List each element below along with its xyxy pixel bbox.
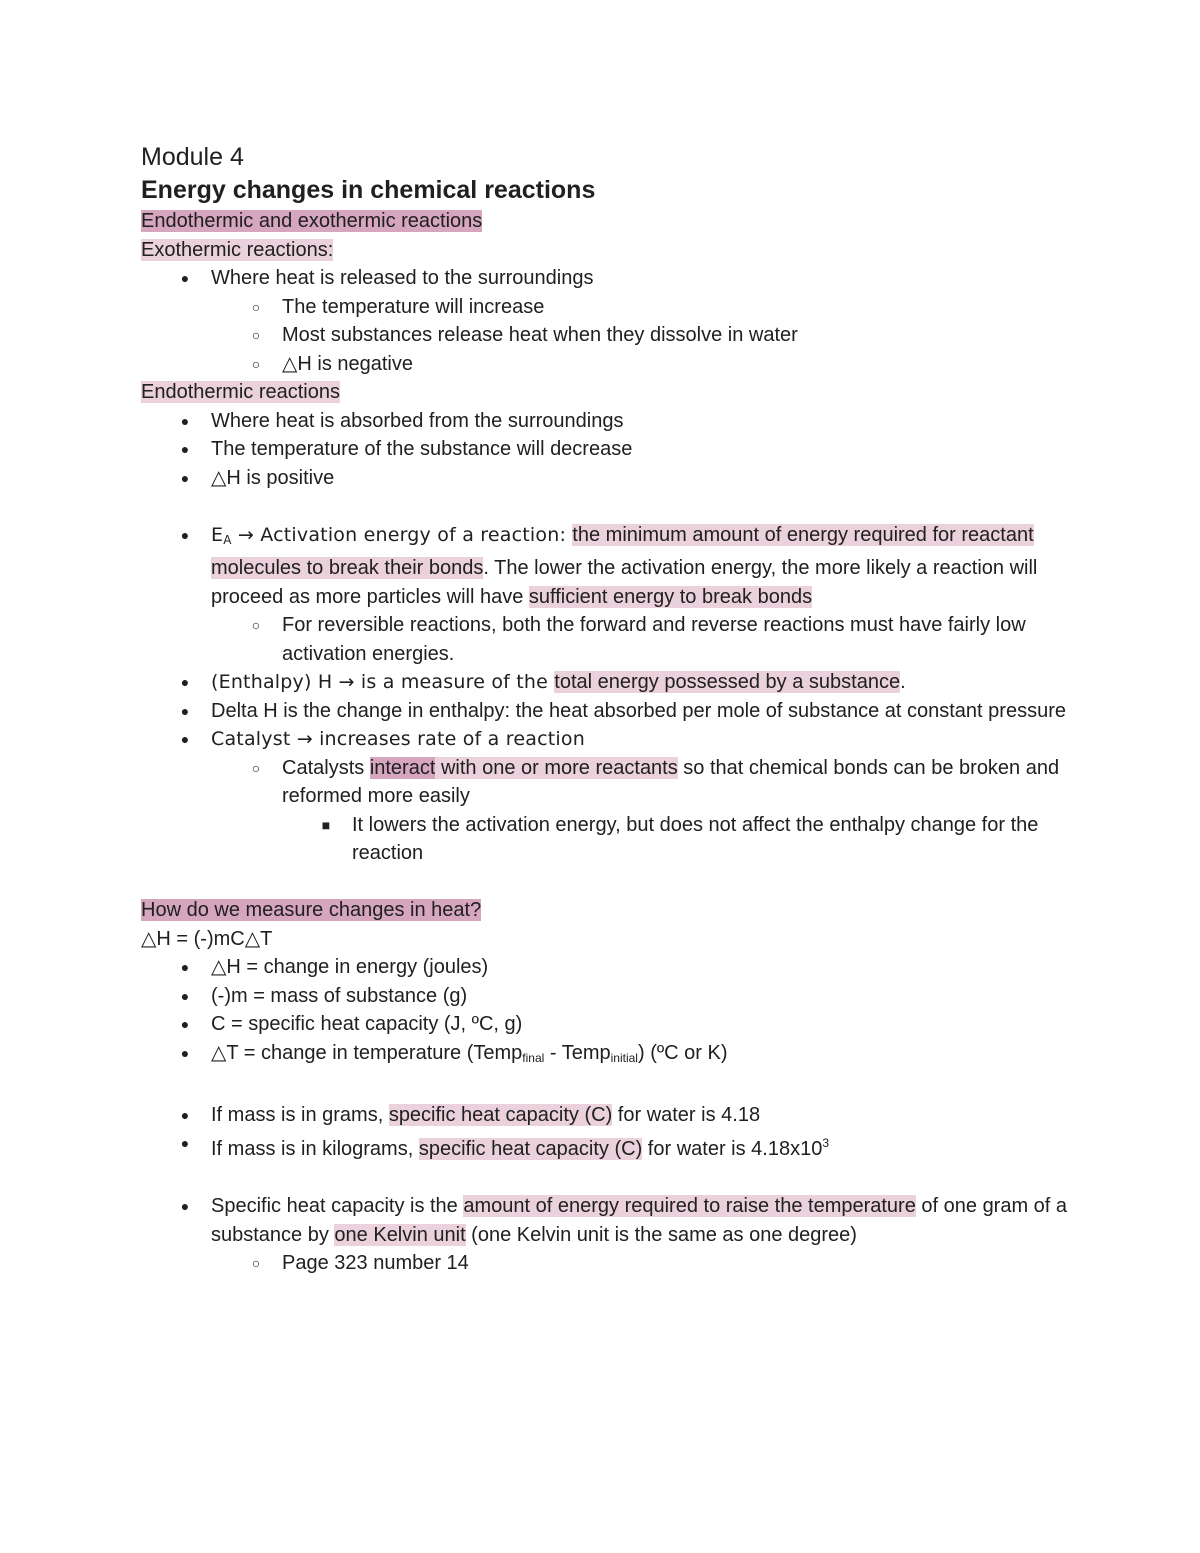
hollow-bullet-icon: ○ — [251, 327, 261, 343]
highlight: Endothermic and exothermic reactions — [141, 210, 483, 232]
formula: △H = (-)mC△T — [141, 927, 273, 950]
spacer — [141, 1164, 1071, 1193]
list-item — [141, 1249, 1071, 1278]
page-title: Module 4 — [141, 143, 244, 171]
highlight: specific heat capacity (C) — [418, 1138, 643, 1160]
catalyst-item — [141, 725, 1071, 754]
enthalpy-item: ● (Enthalpy) H → is a measure of the total energy possessed by a substance. — [141, 668, 1071, 697]
bullet-icon: ● — [180, 526, 190, 543]
list-item-text: (-)m = mass of substance (g) — [211, 984, 468, 1007]
hollow-bullet-icon: ○ — [251, 759, 261, 776]
bullet-icon: ● — [180, 412, 190, 429]
concepts-list — [141, 521, 1071, 868]
bullet-icon: ● — [180, 702, 190, 719]
list-item — [141, 811, 1071, 868]
delta-t-item: ● △T = change in temperature (Temp$_{final}$ - Temp$_{initial}$) (ºC or K) — [141, 1039, 1071, 1073]
square-bullet-icon: ■ — [321, 816, 331, 833]
bullet-icon: ● — [180, 270, 190, 286]
list-item: ○ Catalysts interact with one or more reactants so that chemical bonds can be broken and reformed more easily — [141, 754, 1071, 811]
section-heading-endo-exo — [141, 207, 1071, 236]
highlight: sufficient energy to break bonds — [528, 585, 813, 608]
list-item-text: It lowers the activation energy, but does not affect the enthalpy change for the reaction — [352, 813, 1039, 864]
list-item — [141, 264, 1071, 293]
ea-label: $E_A$ → Activation energy of a reaction: — [211, 523, 573, 547]
list-item-text: △H is negative — [282, 352, 413, 375]
definitions-list — [141, 953, 1071, 1072]
list-item-text: Delta H is the change in enthalpy: the heat absorbed per mole of substance at constant pressure — [211, 699, 1066, 722]
heat-capacity-list — [141, 1101, 1071, 1164]
list-item-text: C = specific heat capacity (J, ºC, g) — [211, 1013, 523, 1035]
kilograms-item: ● If mass is in kilograms, specific heat capacity (C) for water is $4.18x10^3$ — [141, 1129, 1071, 1164]
highlight: amount of energy required to raise the temperature — [463, 1195, 916, 1217]
list-item — [141, 293, 1071, 322]
bullet-icon: ● — [180, 731, 190, 747]
document-body — [141, 141, 1071, 1278]
hollow-bullet-icon: ○ — [251, 355, 261, 372]
endothermic-list — [141, 407, 1071, 493]
shc-list — [141, 1192, 1071, 1278]
highlight: Exothermic reactions: — [141, 238, 334, 261]
spacer — [141, 868, 1071, 897]
list-item — [141, 435, 1071, 464]
exothermic-list — [141, 264, 1071, 378]
list-item — [141, 407, 1071, 436]
hollow-bullet-icon: ○ — [251, 1255, 261, 1271]
highlight: Endothermic reactions — [141, 381, 340, 403]
list-item-text: △H = change in energy (joules) — [211, 956, 489, 978]
bullet-icon: ● — [180, 1044, 190, 1061]
bullet-icon: ● — [180, 1198, 190, 1214]
list-item — [141, 982, 1071, 1011]
bullet-icon: ● — [180, 1135, 190, 1151]
list-item — [141, 350, 1071, 379]
list-item-text: Most substances release heat when they dissolve in water — [282, 324, 798, 346]
exothermic-heading — [141, 236, 1071, 265]
list-item-text: △H is positive — [211, 466, 335, 489]
highlight: with one or more reactants — [435, 756, 678, 779]
list-item — [141, 611, 1071, 668]
spacer — [141, 492, 1071, 521]
list-item-text: For reversible reactions, both the forward and reverse reactions must have fairly low activation energies. — [282, 614, 1026, 665]
section-heading-measure — [141, 896, 1071, 925]
list-item — [141, 464, 1071, 493]
list-item — [141, 953, 1071, 982]
list-item-text: Where heat is absorbed from the surroundings — [211, 409, 624, 432]
highlight: total energy possessed by a substance — [554, 671, 901, 693]
highlight: specific heat capacity (C) — [388, 1103, 613, 1126]
highlight: one Kelvin unit — [334, 1223, 466, 1246]
list-item — [141, 321, 1071, 350]
grams-item: ● If mass is in grams, specific heat capacity (C) for water is 4.18 — [141, 1101, 1071, 1130]
bullet-icon: ● — [180, 674, 190, 690]
ea-text: . The lower the activation energy, the more likely a reaction will proceed as more particles will have — [211, 557, 1038, 608]
list-item-text: Where heat is released to the surroundings — [211, 267, 594, 289]
endothermic-heading — [141, 378, 1071, 407]
delta-h-item — [141, 697, 1071, 726]
activation-energy-item — [141, 521, 1071, 612]
bullet-icon: ● — [180, 959, 190, 975]
page-subtitle: Energy changes in chemical reactions — [141, 176, 596, 204]
bullet-icon: ● — [180, 1106, 190, 1123]
enthalpy-text: (Enthalpy) H → is a measure of the — [211, 671, 555, 693]
spacer — [141, 1072, 1071, 1101]
bullet-icon: ● — [180, 441, 190, 457]
bullet-icon: ● — [180, 1016, 190, 1032]
list-item-text: The temperature of the substance will decrease — [211, 438, 633, 460]
shc-item: ● Specific heat capacity is the amount of energy required to raise the temperature of one gram of a substance by one Kelvin unit (one Kelvin unit is the same as one degree) — [141, 1192, 1071, 1249]
highlight: interact — [369, 756, 436, 779]
catalyst-text: Catalyst → increases rate of a reaction — [211, 728, 585, 750]
highlight: How do we measure changes in heat? — [141, 899, 482, 921]
list-item-text: The temperature will increase — [282, 295, 545, 318]
bullet-icon: ● — [180, 469, 190, 486]
highlight: the minimum amount of energy required for reactant molecules to break their bonds — [211, 523, 1034, 579]
bullet-icon: ● — [180, 987, 190, 1004]
list-item-text: Page 323 number 14 — [282, 1252, 469, 1274]
hollow-bullet-icon: ○ — [251, 298, 261, 315]
list-item — [141, 1010, 1071, 1039]
hollow-bullet-icon: ○ — [251, 617, 261, 633]
